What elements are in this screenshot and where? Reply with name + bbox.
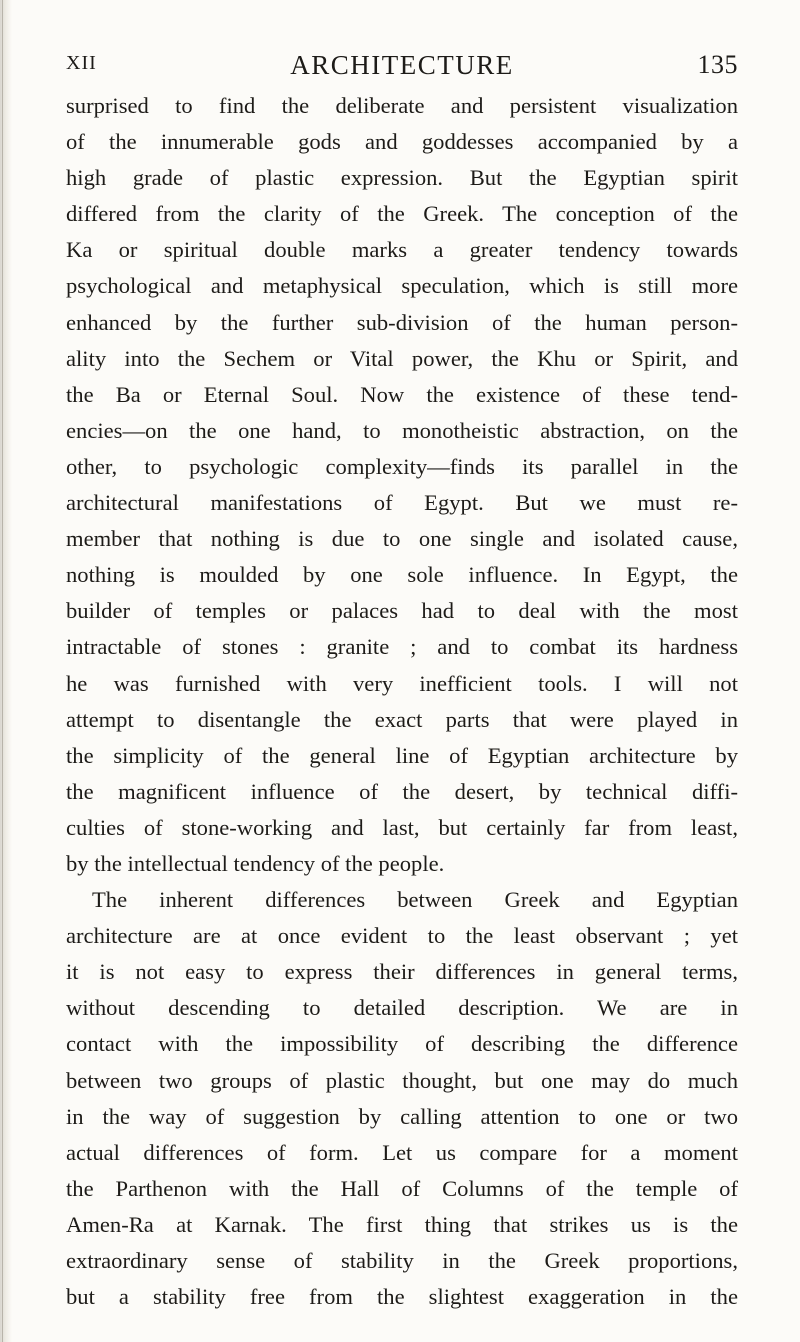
- text-line: encies—on the one hand, to monotheistic abstraction, on the: [66, 417, 738, 443]
- text-line: the Ba or Eternal Soul. Now the existence of these tend-: [66, 381, 738, 407]
- text-line: of the innumerable gods and goddesses accompanied by a: [66, 129, 738, 155]
- text-line: but a stability free from the slightest exaggeration in the: [66, 1284, 738, 1310]
- text-line: attempt to disentangle the exact parts that were played in: [66, 706, 738, 732]
- text-line: intractable of stones : granite ; and to combat its hardness: [66, 634, 738, 660]
- text-line: contact with the impossibility of describing the difference: [66, 1031, 738, 1057]
- page-gutter-line: [2, 0, 3, 1342]
- text-line: architecture are at once evident to the least observant ; yet: [66, 923, 738, 949]
- text-line: nothing is moulded by one sole influence. In Egypt, the: [66, 562, 738, 588]
- text-line: differed from the clarity of the Greek. The conception of the: [66, 201, 738, 227]
- text-line: without descending to detailed description. We are in: [66, 995, 738, 1021]
- text-line: culties of stone-working and last, but certainly far from least,: [66, 814, 738, 840]
- running-head: [66, 50, 738, 86]
- text-line: the magnificent influence of the desert, by technical diffi-: [66, 778, 738, 804]
- text-line: actual differences of form. Let us compare for a moment: [66, 1139, 738, 1165]
- text-line: architectural manifestations of Egypt. But we must re-: [66, 490, 738, 516]
- text-line: he was furnished with very inefficient tools. I will not: [66, 670, 738, 696]
- text-line: surprised to find the deliberate and persistent visualization: [66, 93, 738, 118]
- paragraph-first-line: The inherent differences between Greek and Egyptian: [92, 887, 738, 913]
- text-line: Amen-Ra at Karnak. The first thing that strikes us is the: [66, 1211, 738, 1237]
- body-text: [66, 88, 738, 1315]
- text-line: the simplicity of the general line of Egyptian architecture by: [66, 742, 738, 768]
- text-line: enhanced by the further sub-division of the human person-: [66, 309, 738, 335]
- text-line: other, to psychologic complexity—finds its parallel in the: [66, 453, 738, 479]
- text-line: ality into the Sechem or Vital power, the Khu or Spirit, and: [66, 345, 738, 371]
- text-line: in the way of suggestion by calling attention to one or two: [66, 1103, 738, 1129]
- chapter-number: XII: [66, 52, 97, 74]
- text-line: between two groups of plastic thought, but one may do much: [66, 1067, 738, 1093]
- running-head-title: ARCHITECTURE: [290, 50, 514, 80]
- paragraph-last-line: by the intellectual tendency of the people.: [66, 850, 445, 876]
- text-line: builder of temples or palaces had to deal with the most: [66, 598, 738, 624]
- text-line: it is not easy to express their differences in general terms,: [66, 959, 738, 985]
- text-line: psychological and metaphysical speculation, which is still more: [66, 273, 738, 299]
- text-line: member that nothing is due to one single and isolated cause,: [66, 526, 738, 552]
- page-number: 135: [697, 50, 738, 79]
- text-line: high grade of plastic expression. But the Egyptian spirit: [66, 165, 738, 191]
- text-line: the Parthenon with the Hall of Columns of the temple of: [66, 1175, 738, 1201]
- text-line: Ka or spiritual double marks a greater tendency towards: [66, 237, 738, 263]
- text-line: extraordinary sense of stability in the Greek proportions,: [66, 1248, 738, 1273]
